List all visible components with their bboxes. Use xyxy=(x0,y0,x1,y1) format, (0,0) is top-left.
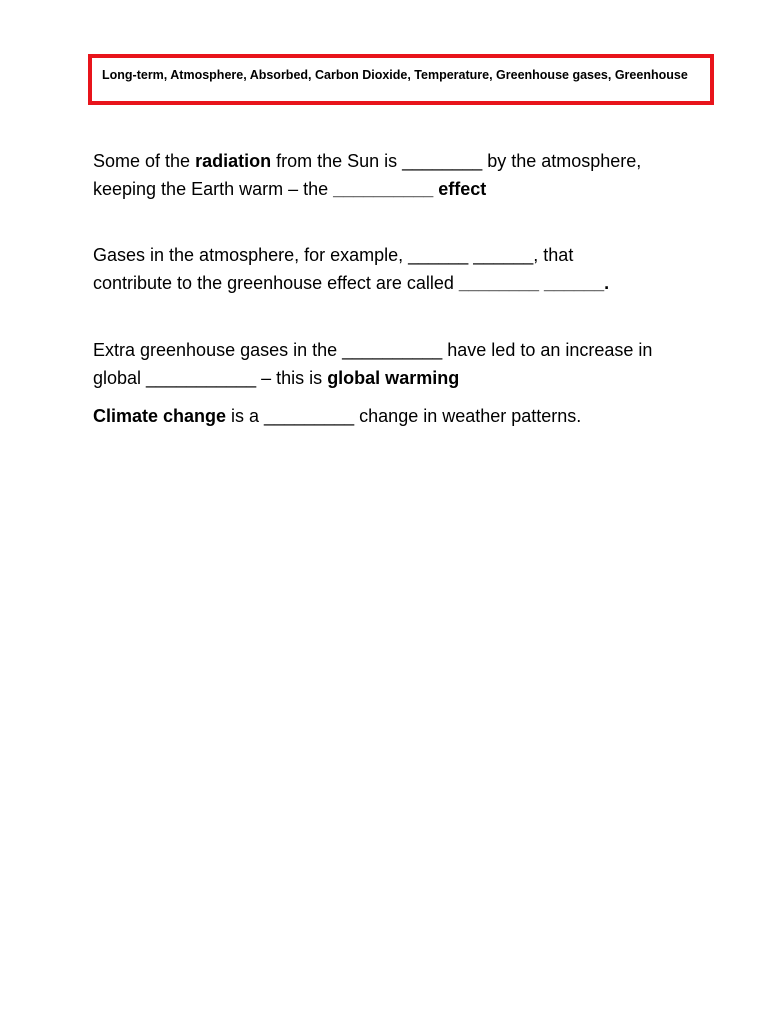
q1-bold-radiation: radiation xyxy=(195,151,272,171)
question-4 xyxy=(93,402,693,430)
question-1 xyxy=(93,147,693,203)
q2-text-2: contribute to the greenhouse effect are called xyxy=(93,273,459,293)
question-2 xyxy=(93,241,693,297)
q4-bold-climate-change: Climate change xyxy=(93,406,227,426)
q1-text-3: keeping the Earth warm – the xyxy=(93,179,334,199)
q3-text-2: global ___________ – this is xyxy=(93,368,328,388)
q2-text-1: Gases in the atmosphere, for example, ______ ______, that xyxy=(93,245,574,265)
q3-bold-global-warming: global warming xyxy=(327,368,460,388)
q1-text-1: Some of the xyxy=(93,151,196,171)
q4-text: is a _________ change in weather patterns. xyxy=(226,406,582,426)
word-bank-text: Long-term, Atmosphere, Absorbed, Carbon Dioxide, Temperature, Greenhouse gases, Greenhouse xyxy=(102,68,688,82)
question-3 xyxy=(93,336,693,392)
word-bank-box xyxy=(88,54,714,105)
q3-text-1: Extra greenhouse gases in the __________ have led to an increase in xyxy=(93,340,653,360)
q2-bold-blank: ________ ______. xyxy=(458,273,610,293)
q1-text-2: from the Sun is ________ by the atmosphere, xyxy=(271,151,642,171)
q1-bold-effect: __________ effect xyxy=(333,179,487,199)
